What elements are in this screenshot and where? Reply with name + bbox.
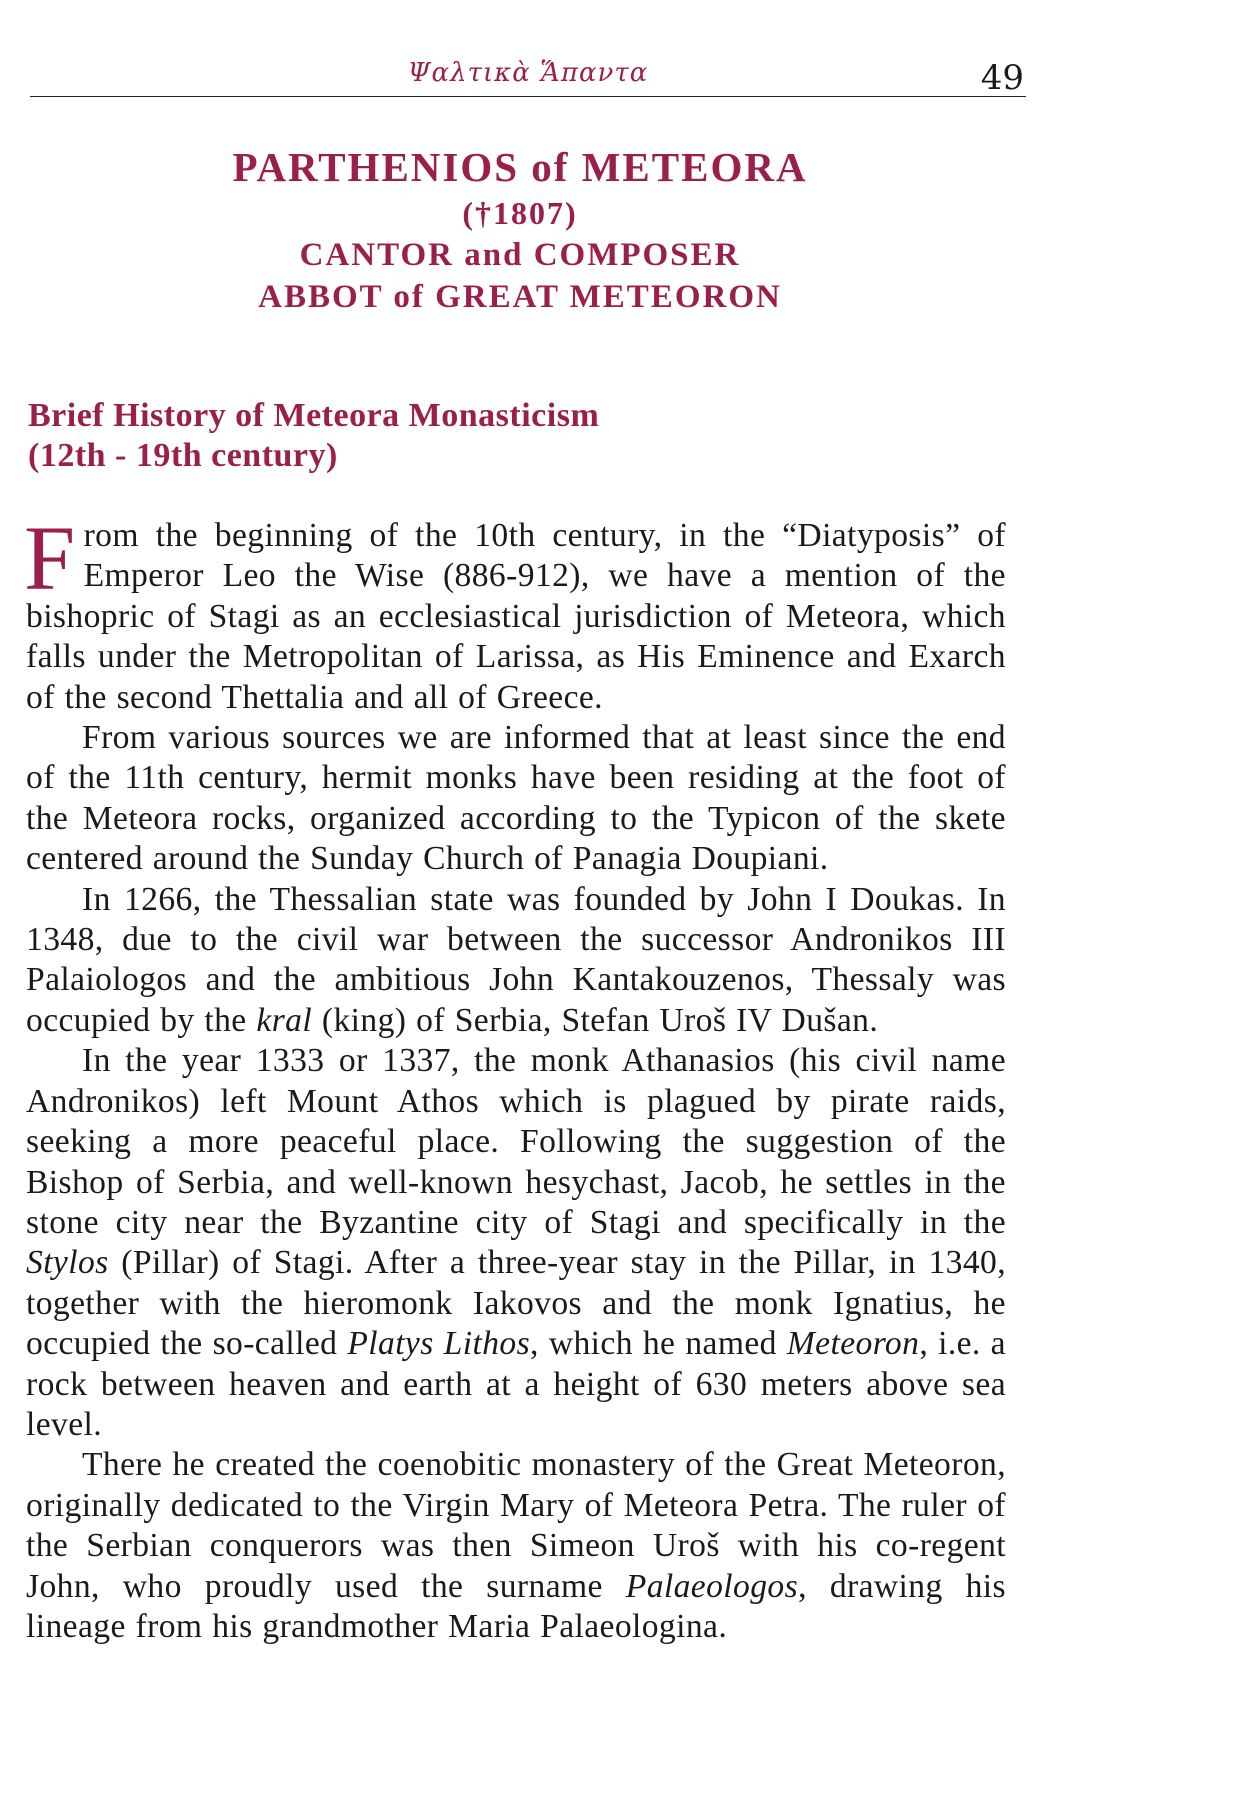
chapter-subtitle-role: CANTOR and COMPOSER bbox=[299, 237, 741, 273]
italic-term-palaeologos: Palaeologos bbox=[625, 1567, 799, 1605]
paragraph-5 bbox=[26, 1445, 1006, 1647]
paragraph-5-text-b: , drawing his lineage from his grandmother Maria Palaeologina. bbox=[26, 1567, 1006, 1645]
running-header bbox=[30, 52, 1026, 97]
paragraph-3-text-b: (king) of Serbia, Stefan Uroš IV Dušan. bbox=[312, 1001, 879, 1039]
section-heading-line2: (12th - 19th century) bbox=[28, 437, 338, 474]
paragraph-4-text-c: , which he named bbox=[530, 1325, 787, 1363]
page-number: 49 bbox=[980, 58, 1024, 98]
section-heading bbox=[28, 396, 599, 476]
paragraph-3-text-a: In 1266, the Thessalian state was founded by John I Doukas. In 1348, due to the civil war between the successor Andronikos III Palaiologos and the ambitious John Kantakouzenos, Thessaly was occupied by the bbox=[26, 880, 1006, 1039]
drop-cap: F bbox=[24, 507, 76, 609]
italic-term-platys-lithos: Platys Lithos bbox=[347, 1325, 531, 1363]
paragraph-2: From various sources we are informed that at least since the end of the 11th century, hermit monks have been residing at the foot of the Meteora rocks, organized according to the Typicon of the skete centered around the Sunday Church of Panagia Doupiani. bbox=[26, 719, 1006, 878]
paragraph-1-text: rom the beginning of the 10th century, in the “Diatyposis” of Emperor Leo the Wise (886-912), we have a mention of the bishopric of Stagi as an ecclesiastical jurisdiction of Meteora, which falls under the Metropolitan of Larissa, as His Eminence and Exarch of the second Thettalia and all of Greece. bbox=[26, 517, 1006, 716]
chapter-title: PARTHENIOS of METEORA bbox=[232, 144, 808, 190]
paragraph-4-text-a: In the year 1333 or 1337, the monk Athanasios (his civil name Andronikos) left Mount Athos which is plagued by pirate raids, seeking a more peaceful place. Following the suggestion of the Bishop of Serbia, and well-known hesychast, Jacob, he settles in the stone city near the Byzantine city of Stagi and specifically in the bbox=[26, 1042, 1006, 1241]
chapter-subtitle-abbot: ABBOT of GREAT METEORON bbox=[258, 279, 782, 315]
section-heading-line1: Brief History of Meteora Monasticism bbox=[28, 397, 600, 434]
paragraph-4-text-b: (Pillar) of Stagi. After a three-year stay in the Pillar, in 1340, together with the hieromonk Iakovos and the monk Ignatius, he occupied the so-called bbox=[26, 1244, 1006, 1363]
italic-term-meteoron: Meteoron bbox=[786, 1325, 920, 1363]
paragraph-3 bbox=[26, 880, 1006, 1042]
paragraph-4 bbox=[26, 1041, 1006, 1445]
italic-term-stylos: Stylos bbox=[26, 1244, 109, 1282]
paragraph-4-text-d: , i.e. a rock between heaven and earth at a height of 630 meters above sea level. bbox=[26, 1325, 1006, 1443]
body-text bbox=[24, 507, 1006, 1647]
paragraph-5-text-a: There he created the coenobitic monastery of the Great Meteoron, originally dedicated to the Virgin Mary of Meteora Petra. The ruler of the Serbian conquerors was then Simeon Uroš with his co-regent John, who proudly used the surname bbox=[26, 1446, 1006, 1605]
chapter-title-block bbox=[30, 142, 1010, 318]
chapter-date: (†1807) bbox=[462, 195, 578, 231]
running-title: Ψαλτικὰ Ἅπαντα bbox=[407, 58, 649, 88]
paragraph-1 bbox=[24, 507, 1006, 718]
italic-term-kral: kral bbox=[256, 1001, 313, 1039]
